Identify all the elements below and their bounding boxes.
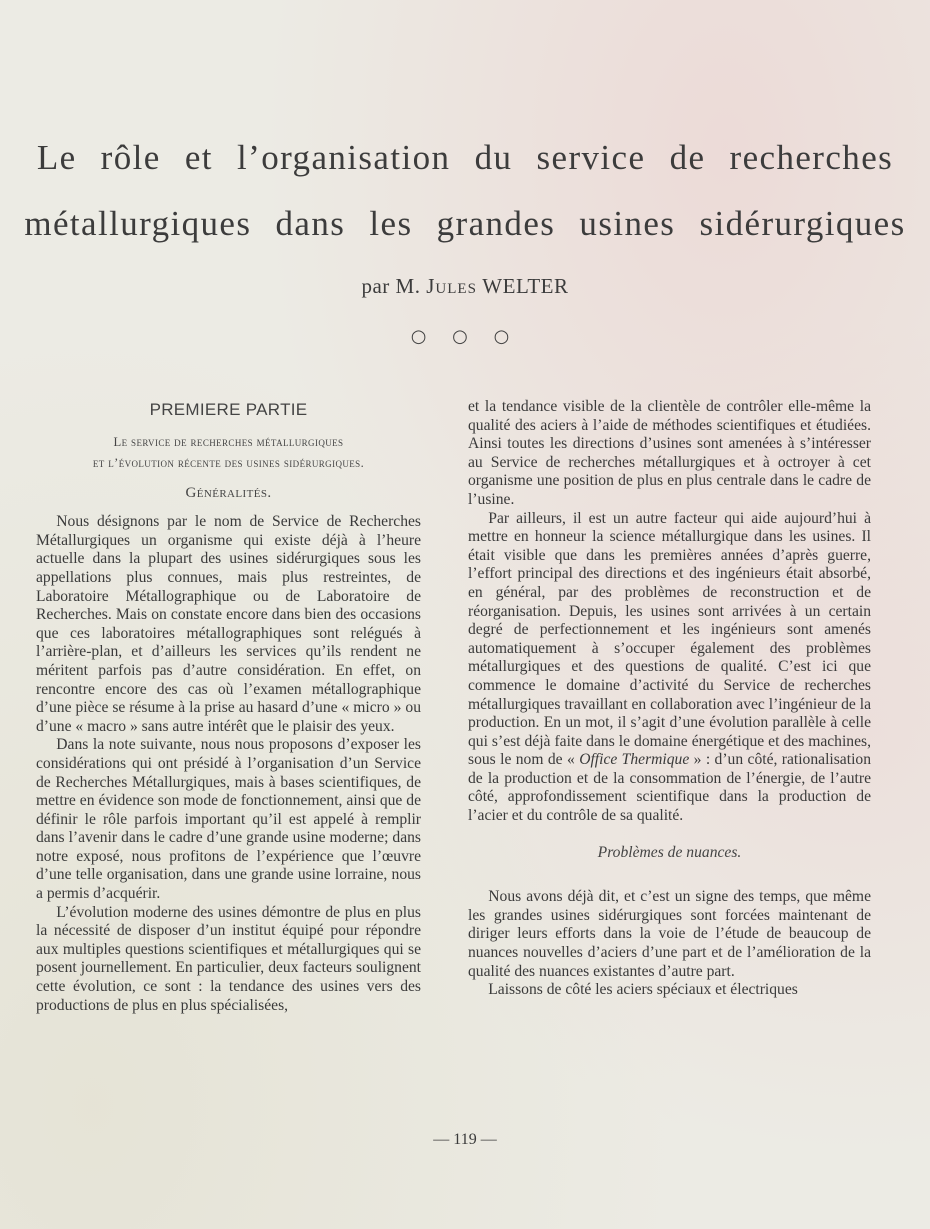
part-heading: PREMIERE PARTIE bbox=[149, 400, 308, 419]
left-column bbox=[36, 398, 421, 1015]
byline-prefix: par M. bbox=[361, 274, 427, 298]
section-heading-generalites: Généralités. bbox=[185, 484, 272, 501]
page-number: — 119 — bbox=[433, 1131, 497, 1148]
paragraph: Laissons de côté les aciers spéciaux et électriques bbox=[488, 981, 798, 999]
paragraph: L’évolution moderne des usines démontre de plus en plus la nécessité de disposer d’un institut équipé pour répondre aux multiples questions scientifiques et métallurgiques qui se posent journellement. En particulier, deux facteurs soulignent cette évolution, ce sont : la tendance des usines vers des productions de plus en plus spécialisées, bbox=[36, 903, 421, 1014]
right-column bbox=[468, 398, 871, 1000]
section-heading-nuances: Problèmes de nuances. bbox=[597, 843, 742, 861]
ornament-circles: ○ ○ ○ bbox=[410, 326, 520, 347]
part-subheading-line-2: et l’évolution récente des usines sidérurgiques. bbox=[92, 455, 365, 470]
paragraph: Nous avons déjà dit, et c’est un signe des temps, que même les grandes usines sidérurgiques sont forcées maintenant de diriger leurs efforts dans la voie de l’étude de beaucoup de nuances nouvelles d’aciers d’une part et de l’amélioration de la qualité des nuances existantes d’autre part. bbox=[468, 888, 871, 980]
paragraph: Dans la note suivante, nous nous proposons d’exposer les considérations qui ont présidé à l’organisation d’un Service de Recherches Métallurgiques, mais à bases scientifiques, de mettre en évidence son mode de fonctionnement, ainsi que de définir le rôle parfois important qu’il est appelé à remplir dans l’avenir dans le cadre d’une grande usine moderne; dans notre exposé, nous profitons de l’expérience que l’œuvre d’une telle organisation, dans une grande usine lorraine, nous a permis d’acquérir. bbox=[36, 736, 421, 903]
paragraph: Nous désignons par le nom de Service de Recherches Métallurgiques un organisme qui existe déjà à l’heure actuelle dans la plupart des usines sidérurgiques sous les appellations plus connues, mais plus restreintes, de Laboratoire Métallographique ou de Laboratoire de Recherches. Mais on constate encore dans bien des occasions que ces laboratoires métallographiques sont relégués à l’arrière-plan, et d’ailleurs les services qu’ils rendent ne méritent parfois pas d’autre considération. En effet, on rencontre encore des cas où l’examen métallographique d’une pièce se résume à la prise au hasard d’une « micro » ou d’une « macro » sans autre intérêt que le plaisir des yeux. bbox=[36, 513, 421, 735]
paragraph-text: Par ailleurs, il est un autre facteur qui aide aujourd’hui à mettre en honneur la science métallurgique dans les usines. Il était visible que dans les premières années d’après guerre, l’effort principal des directions et des ingénieurs était absorbé, en général, par des problèmes de reconstruction et de réorganisation. Depuis, les usines sont arrivées à un certain degré de perfectionnement et les ingénieurs sont amenés automatiquement à s’occuper également des problèmes métallurgiques et des questions de qualité. C’est ici que commence le domaine d’activité du Service de recherches métallurgiques travaillant en collaboration avec l’ingénieur de la production. En un mot, il s’agit d’une évolution parallèle à celle qui s’est déjà faite dans le domaine énergétique et des machines, sous le nom de « bbox=[468, 509, 871, 769]
article-title-line-1: Le rôle et l’organisation du service de recherches bbox=[36, 138, 894, 177]
author-lastname: WELTER bbox=[482, 274, 569, 298]
paragraph-continued: et la tendance visible de la clientèle de contrôler elle-même la qualité des aciers à l’aide de méthodes scientifiques et étudiées. Ainsi toutes les directions d’usines sont amenées à s’intéresser au Service de recherches métallurgiques et à octroyer à cet organisme une position de plus en plus centrale dans le cadre de l’usine. bbox=[468, 398, 871, 508]
part-subheading bbox=[36, 432, 421, 474]
article-title-line-2: métallurgiques dans les grandes usines sidérurgiques bbox=[24, 204, 906, 243]
office-thermique-term: Office Thermique bbox=[579, 751, 690, 769]
author-firstname: Jules bbox=[426, 274, 477, 298]
part-subheading-line-1: Le service de recherches métallurgiques bbox=[113, 434, 344, 449]
paragraph-text: » : d’un côté, rationalisation de la production et de la consommation de l’énergie, de l’autre côté, approfondissement scientifique dans la production de l’acier et du contrôle de sa qualité. bbox=[468, 751, 871, 825]
paragraph bbox=[468, 510, 871, 826]
author-byline bbox=[0, 274, 930, 299]
